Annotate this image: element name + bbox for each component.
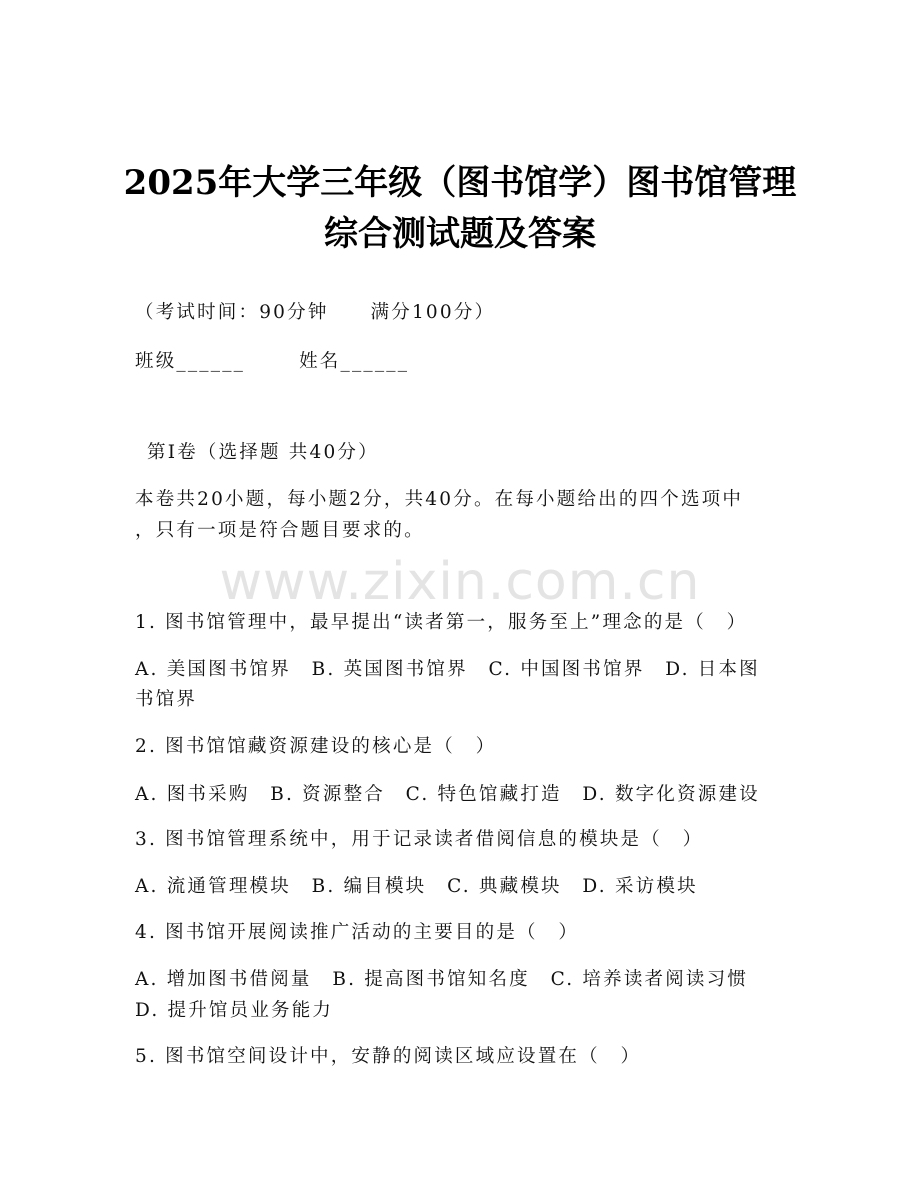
question-options-continued: 书馆界 [135,689,198,710]
question-stem: 3. 图书馆管理系统中，用于记录读者借阅信息的模块是（ ） [135,829,704,850]
section-heading: 第Ⅰ卷（选择题 共40分） [147,442,379,463]
question-stem: 2. 图书馆馆藏资源建设的核心是（ ） [135,736,497,757]
name-field: 姓名______ [299,351,410,372]
student-fields [135,352,785,372]
question-options-continued: D. 提升馆员业务能力 [135,1000,334,1021]
exam-info [135,303,785,323]
document-title-line2: 综合测试题及答案 [324,214,596,254]
document-title-line1: 2025年大学三年级（图书馆学）图书馆管理 [123,163,797,203]
class-field: 班级______ [135,351,246,372]
question-options: A. 流通管理模块 B. 编目模块 C. 典藏模块 D. 采访模块 [135,876,698,897]
question-options: A. 图书采购 B. 资源整合 C. 特色馆藏打造 D. 数字化资源建设 [135,784,760,805]
exam-time: （考试时间：90分钟 [135,302,329,323]
question-options: A. 增加图书借阅量 B. 提高图书馆知名度 C. 培养读者阅读习惯 [135,969,749,990]
question-options: A. 美国图书馆界 B. 英国图书馆界 C. 中国图书馆界 D. 日本图 [135,659,760,680]
question-stem: 1. 图书馆管理中，最早提出“读者第一，服务至上”理念的是（ ） [135,612,748,633]
exam-score: 满分100分） [370,302,496,323]
instructions-line1: 本卷共20小题，每小题2分，共40分。在每小题给出的四个选项中 [135,489,744,510]
instructions-line2: ，只有一项是符合题目要求的。 [135,520,425,541]
question-stem: 5. 图书馆空间设计中，安静的阅读区域应设置在（ ） [135,1046,642,1067]
question-stem: 4. 图书馆开展阅读推广活动的主要目的是（ ） [135,922,580,943]
watermark: www.zixin.com.cn [219,552,701,612]
